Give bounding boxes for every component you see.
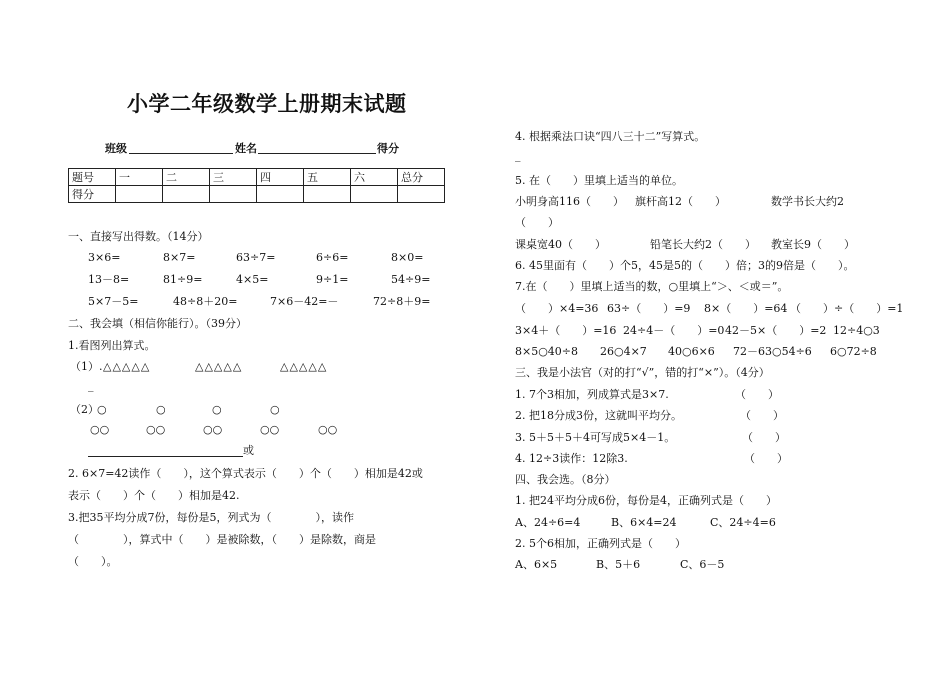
circle-icon: ○ <box>156 403 166 416</box>
unit-item: 小明身高116（ ） <box>515 195 624 208</box>
table-cell: 题号 <box>69 169 116 186</box>
score-cell[interactable] <box>210 186 257 203</box>
name-field[interactable] <box>258 153 376 154</box>
or-text: 或 <box>243 444 254 457</box>
name-label: 姓名 <box>235 142 257 155</box>
question-text: 4. 根据乘法口诀“四八三十二”写算式。 <box>515 130 706 143</box>
table-cell: 得分 <box>69 186 116 203</box>
table-cell: 四 <box>257 169 304 186</box>
circle-pair: ○○ <box>90 423 110 436</box>
calc-item: 8×7= <box>163 251 196 264</box>
fill-item: 12÷4○3 <box>833 324 880 337</box>
judge-item: 3. 5＋5＋5＋4可写成5×4－1。 <box>515 431 676 444</box>
calc-item: 5×7－5= <box>88 295 139 308</box>
unit-item: 课桌宽40（ ） <box>515 238 606 251</box>
fill-item: 26○4×7 <box>600 345 647 358</box>
fill-item: 6○72÷8 <box>830 345 877 358</box>
fill-item: （ ）×4=36 <box>515 302 599 315</box>
fill-item: 8×5○40÷8 <box>515 345 579 358</box>
class-label: 班级 <box>105 142 127 155</box>
section-1-title: 一、直接写出得数。（14分） <box>68 230 209 243</box>
fill-item: 42－5×（ ）=2 <box>725 324 827 337</box>
judge-blank[interactable]: （ ） <box>735 388 779 401</box>
question-label: （1）. <box>70 360 103 373</box>
fill-item: 3×4＋（ ）=16 <box>515 324 617 337</box>
judge-item: 4. 12÷3读作：12除3. <box>515 452 628 465</box>
question-text: 7.在（ ）里填上适当的数，○里填上“＞、＜或＝”。 <box>515 280 789 293</box>
judge-blank[interactable]: （ ） <box>740 409 784 422</box>
score-table-header-row <box>69 169 445 186</box>
table-cell: 一 <box>116 169 163 186</box>
table-cell: 二 <box>163 169 210 186</box>
fill-item: 24÷4－（ ）=0 <box>623 324 725 337</box>
choice-option[interactable]: B、6×4=24 <box>611 516 677 529</box>
calc-item: 7×6－42=－ <box>270 295 339 308</box>
score-cell[interactable] <box>304 186 351 203</box>
question-text: 表示（ ）个（ ）相加是42. <box>68 489 240 502</box>
table-cell: 总分 <box>398 169 445 186</box>
judge-item: 2. 把18分成3份，这就叫平均分。 <box>515 409 682 422</box>
score-cell[interactable] <box>257 186 304 203</box>
page-title: 小学二年级数学上册期末试题 <box>127 92 407 116</box>
circle-icon: ○ <box>97 403 107 416</box>
circle-icon: ○ <box>270 403 280 416</box>
fill-item: （ ）÷（ ）=1 <box>790 302 904 315</box>
triangle-group: △△△△△ <box>103 360 151 373</box>
triangle-group: △△△△△ <box>280 360 328 373</box>
calc-item: 81÷9= <box>163 273 203 286</box>
calc-item: 13－8= <box>88 273 130 286</box>
circle-pair: ○○ <box>146 423 166 436</box>
question-text: 1.看图列出算式。 <box>68 339 156 352</box>
table-cell: 六 <box>351 169 398 186</box>
score-table-score-row <box>69 186 445 203</box>
section-3-title: 三、我是小法官（对的打“√”，错的打“×”）。（4分） <box>515 366 770 379</box>
fill-item: 72－63○54÷6 <box>733 345 812 358</box>
judge-blank[interactable]: （ ） <box>742 431 786 444</box>
question-label: （2） <box>70 403 99 416</box>
class-field[interactable] <box>129 153 233 154</box>
calc-item: 72÷8＋9= <box>373 295 431 308</box>
judge-item: 1. 7个3相加，列成算式是3×7. <box>515 388 669 401</box>
calc-item: 4×5= <box>236 273 269 286</box>
table-cell: 三 <box>210 169 257 186</box>
score-cell[interactable] <box>351 186 398 203</box>
choice-option[interactable]: C、6－5 <box>680 558 725 571</box>
question-text: （ ）。 <box>68 555 118 568</box>
circle-pair: ○○ <box>318 423 338 436</box>
calc-item: 3×6= <box>88 251 121 264</box>
calc-item: 8×0= <box>391 251 424 264</box>
calc-item: 9÷1= <box>316 273 349 286</box>
section-2-title: 二、我会填（相信你能行）。（39分） <box>68 317 247 330</box>
score-cell[interactable] <box>398 186 445 203</box>
calc-item: 63÷7= <box>236 251 276 264</box>
score-cell[interactable] <box>116 186 163 203</box>
fill-item: 8×（ ）=64 <box>704 302 788 315</box>
question-text: 2. 6×7=42读作（ ），这个算式表示（ ）个（ ）相加是42或 <box>68 467 423 480</box>
choice-option[interactable]: C、24÷4=6 <box>710 516 776 529</box>
unit-item: 教室长9（ ） <box>771 238 855 251</box>
unit-item: 数学书长大约2 <box>771 195 844 208</box>
unit-item: 铅笔长大约2（ ） <box>650 238 756 251</box>
score-table <box>68 168 445 203</box>
answer-mark: _ <box>88 379 94 392</box>
question-text: 1. 把24平均分成6份，每份是4，正确列式是（ ） <box>515 494 777 507</box>
calc-item: 54÷9= <box>391 273 431 286</box>
unit-item: （ ） <box>515 216 559 229</box>
question-text: 2. 5个6相加，正确列式是（ ） <box>515 537 686 550</box>
section-4-title: 四、我会选。（8分） <box>515 473 616 486</box>
choice-option[interactable]: B、5＋6 <box>596 558 641 571</box>
score-cell[interactable] <box>163 186 210 203</box>
fill-item: 40○6×6 <box>668 345 715 358</box>
circle-pair: ○○ <box>260 423 280 436</box>
answer-mark: _ <box>515 149 521 162</box>
unit-item: 旗杆高12（ ） <box>635 195 726 208</box>
question-text: （ ），算式中（ ）是被除数，（ ）是除数，商是 <box>68 533 376 546</box>
question-text: 6. 45里面有（ ）个5，45是5的（ ）倍；3的9倍是（ ）。 <box>515 259 855 272</box>
table-cell: 五 <box>304 169 351 186</box>
choice-option[interactable]: A、24÷6=4 <box>515 516 581 529</box>
calc-item: 6÷6= <box>316 251 349 264</box>
fill-item: 63÷（ ）=9 <box>607 302 691 315</box>
circle-icon: ○ <box>212 403 222 416</box>
answer-line[interactable] <box>88 456 243 457</box>
circle-pair: ○○ <box>203 423 223 436</box>
judge-blank[interactable]: （ ） <box>744 452 788 465</box>
calc-item: 48÷8＋20= <box>173 295 238 308</box>
score-label: 得分 <box>377 142 399 155</box>
triangle-group: △△△△△ <box>195 360 243 373</box>
choice-option[interactable]: A、6×5 <box>515 558 558 571</box>
question-text: 3.把35平均分成7份，每份是5，列式为（ ），读作 <box>68 511 354 524</box>
question-text: 5. 在（ ）里填上适当的单位。 <box>515 174 683 187</box>
